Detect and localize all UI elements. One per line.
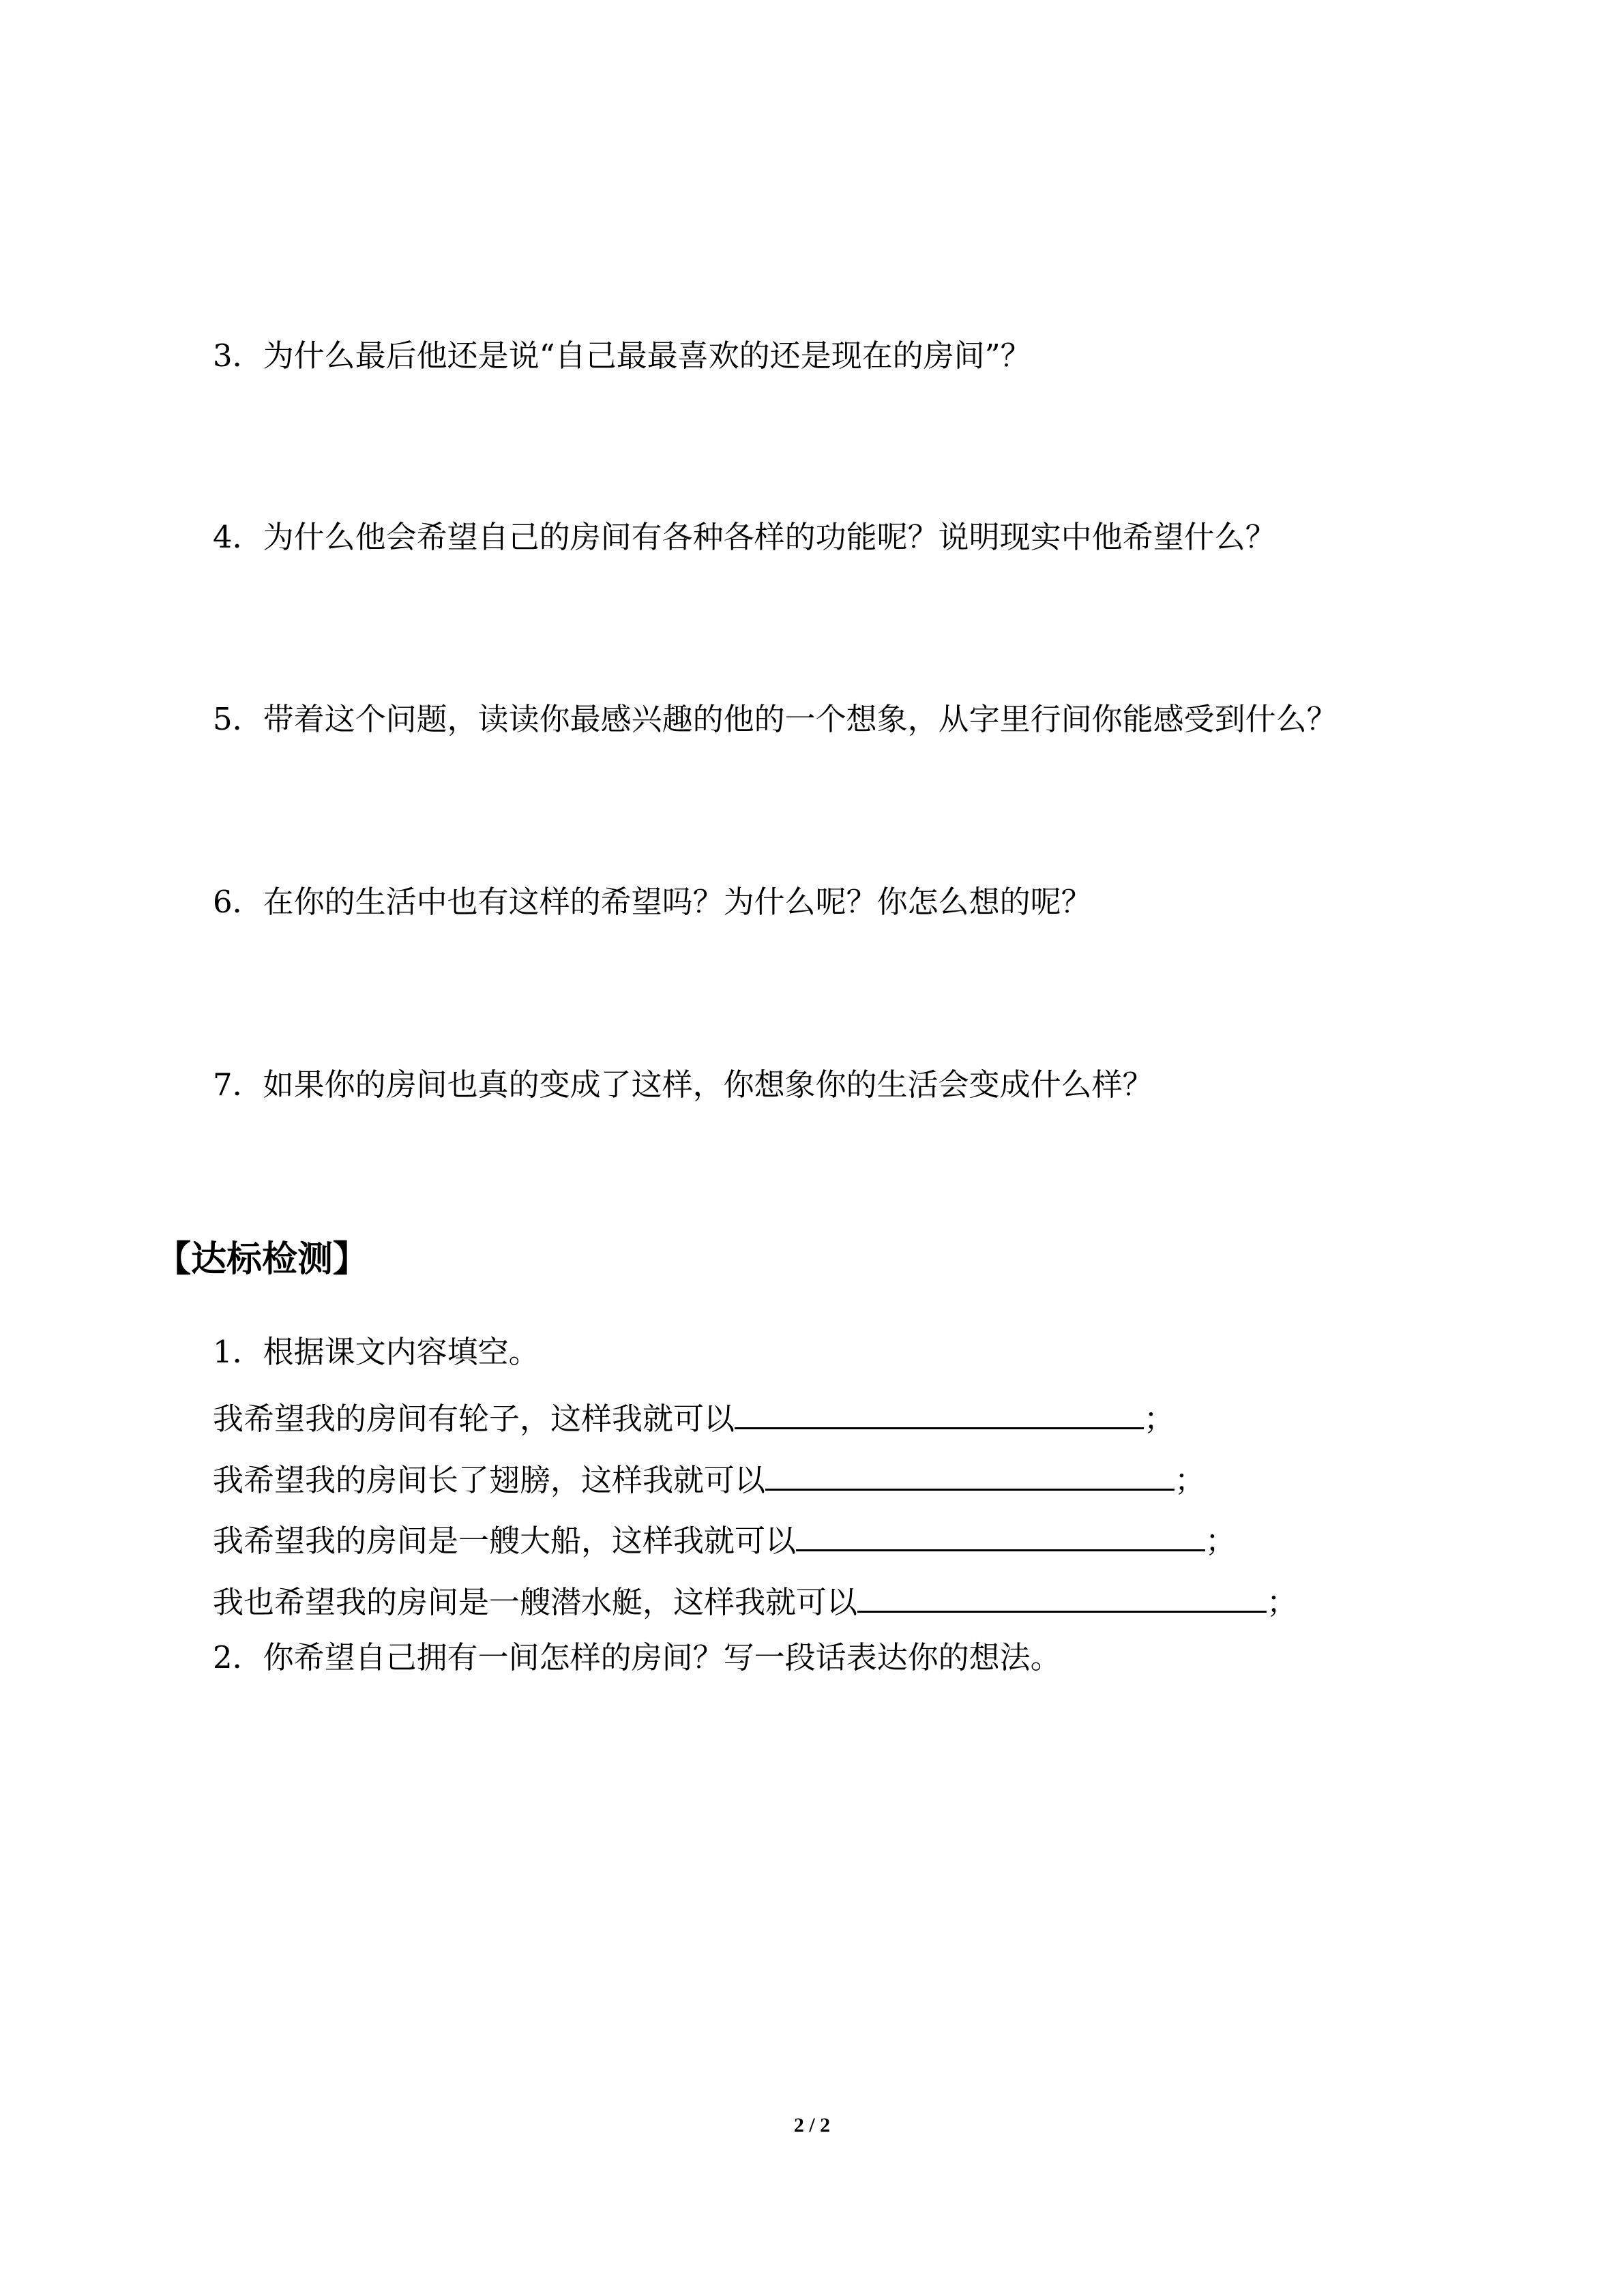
section-title: 【达标检测】 [156, 1239, 369, 1280]
fill-prompt: 我希望我的房间长了翅膀，这样我就可以 [213, 1462, 766, 1498]
question-text: 为什么最后他还是说“自己最最喜欢的还是现在的房间”？ [263, 338, 1031, 374]
question-7 [213, 1064, 1153, 1105]
fill-blank[interactable] [765, 1455, 1175, 1491]
question-text: 如果你的房间也真的变成了这样，你想象你的生活会变成什么样？ [263, 1067, 1153, 1103]
page-number: 2 / 2 [793, 2114, 831, 2136]
fill-line-2 [213, 1455, 1205, 1501]
question-6 [213, 882, 1092, 923]
fill-line-4 [213, 1577, 1297, 1623]
question-text: 在你的生活中也有这样的希望吗？为什么呢？你怎么想的呢？ [263, 884, 1092, 920]
question-number: 7． [213, 1067, 263, 1103]
fill-end: ； [1267, 1584, 1298, 1620]
question-number: 4． [213, 519, 263, 555]
item-2-prompt: 2．你希望自己拥有一间怎样的房间？写一段话表达你的想法。 [213, 1639, 1061, 1675]
fill-blank[interactable] [735, 1393, 1144, 1429]
question-text: 为什么他会希望自己的房间有各种各样的功能呢？说明现实中他希望什么？ [263, 519, 1276, 555]
item-1-heading: 1．根据课文内容填空。 [213, 1334, 540, 1370]
fill-prompt: 我也希望我的房间是一艘潜水艇，这样我就可以 [213, 1584, 858, 1620]
question-4 [213, 517, 1276, 558]
fill-prompt: 我希望我的房间有轮子，这样我就可以 [213, 1401, 735, 1437]
fill-end: ； [1144, 1401, 1175, 1437]
fill-prompt: 我希望我的房间是一艘大船，这样我就可以 [213, 1523, 797, 1559]
fill-blank[interactable] [857, 1577, 1267, 1613]
question-5 [213, 699, 1338, 740]
fill-blank[interactable] [796, 1515, 1205, 1551]
fill-end: ； [1175, 1462, 1206, 1498]
fill-line-3 [213, 1515, 1236, 1562]
question-number: 3． [213, 338, 263, 374]
question-number: 6． [213, 884, 263, 920]
question-text: 带着这个问题，读读你最感兴趣的他的一个想象，从字里行间你能感受到什么？ [263, 701, 1338, 737]
question-3 [213, 336, 1031, 376]
fill-end: ； [1205, 1523, 1237, 1559]
fill-line-1 [213, 1393, 1175, 1440]
question-number: 5． [213, 701, 263, 737]
